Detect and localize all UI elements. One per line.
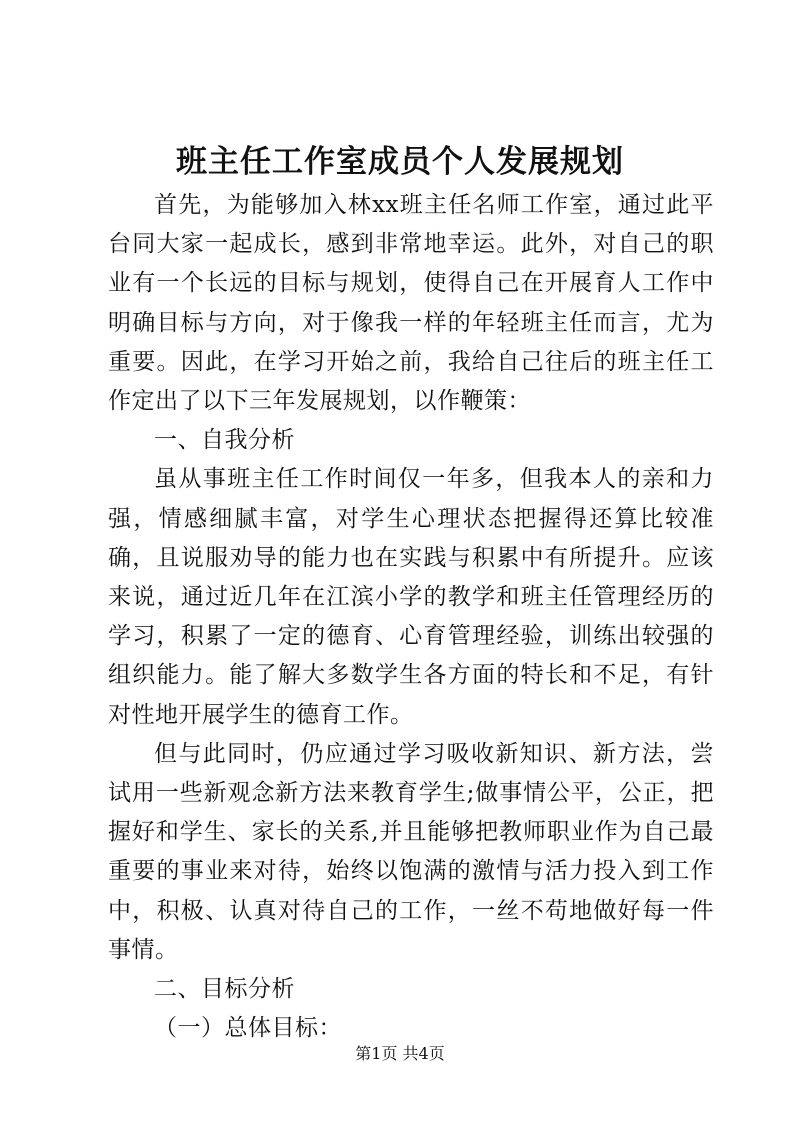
section-heading-self-analysis: 一、自我分析 <box>154 427 295 454</box>
paragraph-self-analysis: 虽从事班主任工作时间仅一年多，但我本人的亲和力强，情感细腻丰富，对学生心理状态把握得还算比较准确，且说服劝导的能力也在实践与积累中有所提升。应该来说，通过近几年在江滨小学的教学和班主任管理经历的学习，积累了一定的德育、心育管理经验，训练出较强的组织能力。能了解大多数学生各方面的特长和不足，有针对性地开展学生的德育工作。 <box>108 466 714 728</box>
paragraph-intro: 首先，为能够加入林xx班主任名师工作室，通过此平台同大家一起成长，感到非常地幸运。此外，对自己的职业有一个长远的目标与规划，使得自己在开展育人工作中明确目标与方向，对于像我一样的年轻班主任而言，尤为重要。因此，在学习开始之前，我给自己往后的班主任工作定出了以下三年发展规划，以作鞭策： <box>108 192 714 415</box>
document-title: 班主任工作室成员个人发展规划 <box>176 144 624 180</box>
section-heading-goal-analysis: 二、目标分析 <box>154 976 295 1003</box>
document-body <box>108 186 714 1048</box>
page-footer: 第1页 共4页 <box>355 1044 445 1063</box>
subsection-heading-overall-goal: （一）总体目标： <box>154 1015 342 1042</box>
paragraph-improvement: 但与此同时，仍应通过学习吸收新知识、新方法，尝试用一些新观念新方法来教育学生;做事情公平，公正，把握好和学生、家长的关系,并且能够把教师职业作为自己最重要的事业来对待，始终以饱满的激情与活力投入到工作中，积极、认真对待自己的工作，一丝不苟地做好每一件事情。 <box>108 740 714 963</box>
